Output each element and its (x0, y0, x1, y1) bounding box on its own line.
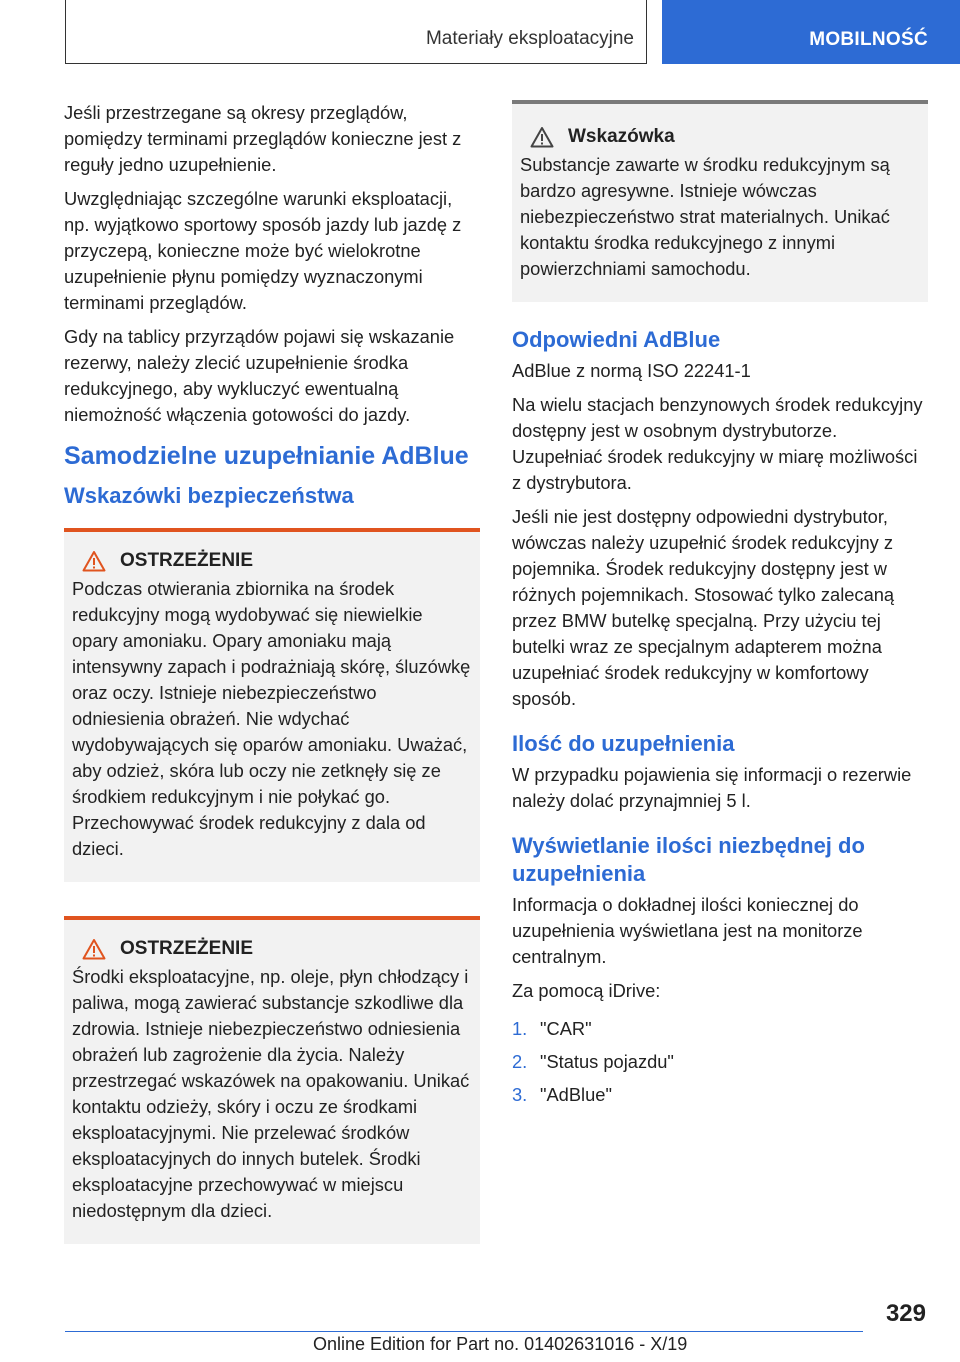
warning-box-ammonia (64, 528, 480, 882)
step-text: "AdBlue" (540, 1084, 612, 1105)
footer-divider (65, 1331, 863, 1332)
page-number: 329 (885, 1300, 926, 1327)
step-text: "CAR" (540, 1018, 592, 1039)
right-column (512, 100, 928, 1111)
list-item (512, 1045, 928, 1078)
warning-header (82, 550, 472, 572)
step-number: 1. (512, 1018, 528, 1039)
warning-text: Podczas otwierania zbiornika na środek redukcyjny mogą wydobywać się niewielkie opary amoniaku. Opary amoniaku mają intensywny zapach i podrażniają skórę, śluzówkę oraz oczy. Istnieje niebezpieczeństwo odniesienia obrażeń. Nie wdychać wydobywających się oparów amoniaku. Uważać, aby odzież, skóra lub oczy nie zetknęły się ze środkiem redukcyjnym i nie połykać go. Przechowywać środek redukcyjny z dala od dzieci. (72, 578, 471, 859)
header-section-box (65, 0, 647, 64)
note-box (512, 100, 928, 302)
paragraph-idrive: Za pomocą iDrive: (512, 980, 661, 1001)
note-text: Substancje zawarte w środku redukcyjnym są bardzo agresywne. Istnieje wówczas niebezpieczeństwo strat materialnych. Unikać kontaktu środka redukcyjnego z innymi powierzchniami samochodu. (520, 154, 890, 279)
footer-edition-text: Online Edition for Part no. 01402631016 - X/19 (313, 1334, 688, 1354)
heading-display-quantity: Wyświetlanie ilości niezbędnej do uzupełnienia (512, 833, 865, 886)
paragraph-bottle: Jeśli nie jest dostępny odpowiedni dystrybutor, wówczas należy uzupełnić środek redukcyjny z pojemnika. Środek redukcyjny dostępny jest w różnych pojemnikach. Stosować tylko zalecaną przez BMW butelkę specjalną. Przy użyciu tej butelki wraz ze specjalnym adapterem można uzupełniać środek redukcyjny w komfortowy sposób. (512, 506, 895, 709)
warning-triangle-icon (82, 550, 106, 572)
step-text: "Status pojazdu" (540, 1051, 674, 1072)
warning-header (82, 938, 472, 960)
note-title: Wskazówka (568, 126, 675, 147)
left-column (64, 100, 480, 1256)
heading-suitable-adblue: Odpowiedni AdBlue (512, 327, 721, 352)
step-number: 3. (512, 1084, 528, 1105)
warning-triangle-icon (82, 938, 106, 960)
note-triangle-icon (530, 126, 554, 148)
warning-box-harmful-substances (64, 916, 480, 1244)
warning-title: OSTRZEŻENIE (120, 938, 254, 959)
paragraph-reserve-warning: Gdy na tablicy przyrządów pojawi się wskazanie rezerwy, należy zlecić uzupełnienie środka redukcyjnego, aby wykluczyć ewentualną niemożność włączenia gotowości do jazdy. (64, 326, 455, 425)
heading-self-refill: Samodzielne uzupełnianie AdBlue (64, 442, 469, 470)
chapter-tab-label: MOBILNOŚĆ (809, 29, 928, 50)
paragraph-special-conditions: Uwzględniając szczególne warunki eksploatacji, np. wyjątkowo sportowy sposób jazdy lub jazdę z przyczepą, konieczne może być wielokrotne uzupełnienie płynu pomiędzy wyznaczonymi terminami przeglądów. (64, 188, 462, 313)
paragraph-stations: Na wielu stacjach benzynowych środek redukcyjny dostępny jest w osobnym dystrybutorze. Uzupełniać środek redukcyjny w miarę możliwości z dystrybutora. (512, 394, 923, 493)
paragraph-service-intervals: Jeśli przestrzegane są okresy przeglądów, pomiędzy terminami przeglądów konieczne jest z reguły jedno uzupełnienie. (64, 102, 462, 175)
paragraph-quantity: W przypadku pojawienia się informacji o rezerwie należy dolać przynajmniej 5 l. (512, 764, 912, 811)
warning-title: OSTRZEŻENIE (120, 550, 254, 571)
list-item (512, 1078, 928, 1111)
list-item (512, 1012, 928, 1045)
paragraph-display: Informacja o dokładnej ilości koniecznej do uzupełnienia wyświetlana jest na monitorze centralnym. (512, 894, 863, 967)
paragraph-iso-norm: AdBlue z normą ISO 22241-1 (512, 360, 751, 381)
note-header (530, 126, 920, 148)
warning-text: Środki eksploatacyjne, np. oleje, płyn chłodzący i paliwa, mogą zawierać substancje szkodliwe dla zdrowia. Istnieje niebezpieczeństwo odniesienia obrażeń lub zagrożenie dla życia. Należy przestrzegać wskazówek na opakowaniu. Unikać kontaktu odzieży, skóry i oczu ze środkami eksploatacyjnymi. Nie przelewać środków eksploatacyjnych do innych butelek. Środki eksploatacyjne przechowywać w miejscu niedostępnym dla dzieci. (72, 966, 470, 1221)
section-title: Materiały eksploatacyjne (425, 28, 634, 49)
idrive-steps-list (512, 1012, 928, 1111)
chapter-tab[interactable] (662, 0, 960, 64)
step-number: 2. (512, 1051, 528, 1072)
heading-refill-quantity: Ilość do uzupełnienia (512, 731, 735, 756)
heading-safety-notes: Wskazówki bezpieczeństwa (64, 483, 354, 508)
